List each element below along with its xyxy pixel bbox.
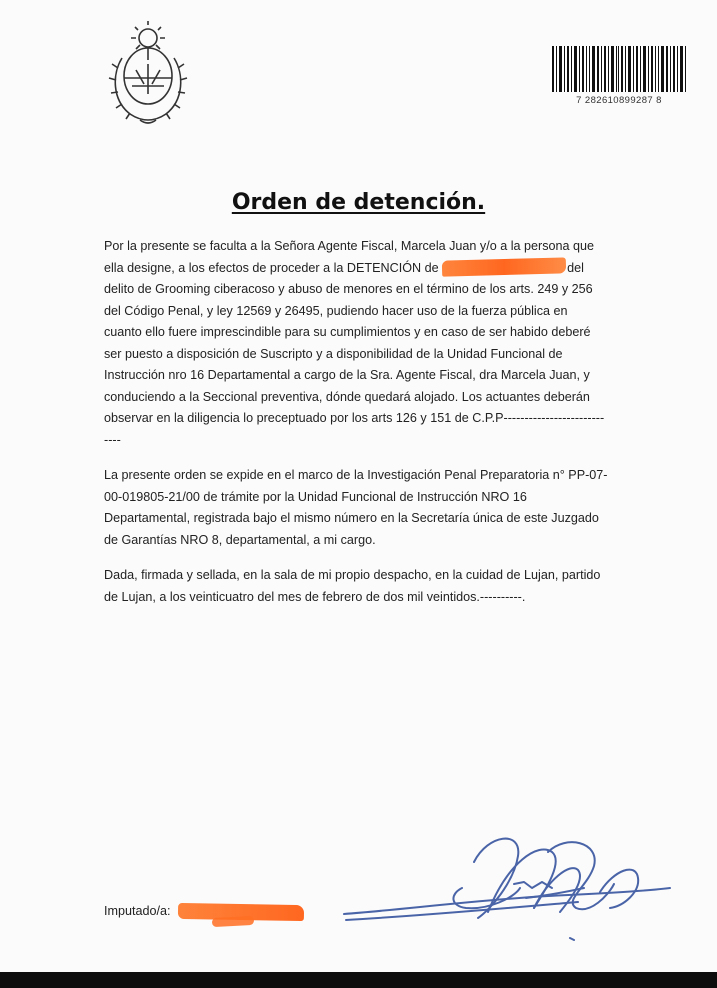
coat-of-arms-icon xyxy=(100,14,196,130)
bottom-bar xyxy=(0,972,717,988)
document-title-text: Orden de detención. xyxy=(231,190,486,215)
paragraph-1 xyxy=(104,236,608,451)
document-body xyxy=(104,236,608,622)
signature-icon xyxy=(338,822,688,962)
paragraph-3: Dada, firmada y sellada, en la sala de mi propio despacho, en la cuidad de Lujan, partido de Lujan, a los veinticuatro del mes de febrero de dos mil veintidos.----------. xyxy=(104,568,601,604)
barcode-number: 7 282610899287 8 xyxy=(576,95,662,106)
imputado-name-redaction-tail xyxy=(212,916,254,927)
paragraph-2: La presente orden se expide en el marco de la Investigación Penal Preparatoria n° PP-07-00-019805-21/00 de trámite por la Unidad Funcional de Instrucción NRO 16 Departamental, registrada bajo el mismo número en la Secretaría única de este Juzgado de Garantías NRO 8, departamental, a mi cargo. xyxy=(104,468,608,547)
barcode-icon xyxy=(550,46,688,92)
imputado-label: Imputado/a: xyxy=(104,904,171,918)
paragraph-1-start: Por la presente se faculta a la Señora Agente Fiscal, Marcela Juan y/o a la persona que ella designe, a los efectos de proceder a la DETENCIÓN de xyxy=(104,239,595,275)
document-title xyxy=(0,190,717,215)
paragraph-1-end: del delito de Grooming ciberacoso y abuso de menores en el término de los arts. 249 y 256 del Código Penal, y ley 12569 y 26495, pudiendo hacer uso de la fuerza pública en cuanto ello fuere imprescindible para su cumplimientos y en caso de ser habido deberé ser puesto a disposición de Suscripto y a disponibilidad de la Unidad Funcional de Instrucción nro 16 Departamental a cargo de la Sra. Agente Fiscal, dra Marcela Juan, y conduciendo a la Seccional preventiva, dónde quedará alojado. Los actuantes deberán observar en la diligencia lo preceptuado por los arts 126 y 151 de C.P.P---------------------------- xyxy=(104,260,605,447)
redaction-mark xyxy=(442,257,566,276)
barcode xyxy=(548,46,690,106)
